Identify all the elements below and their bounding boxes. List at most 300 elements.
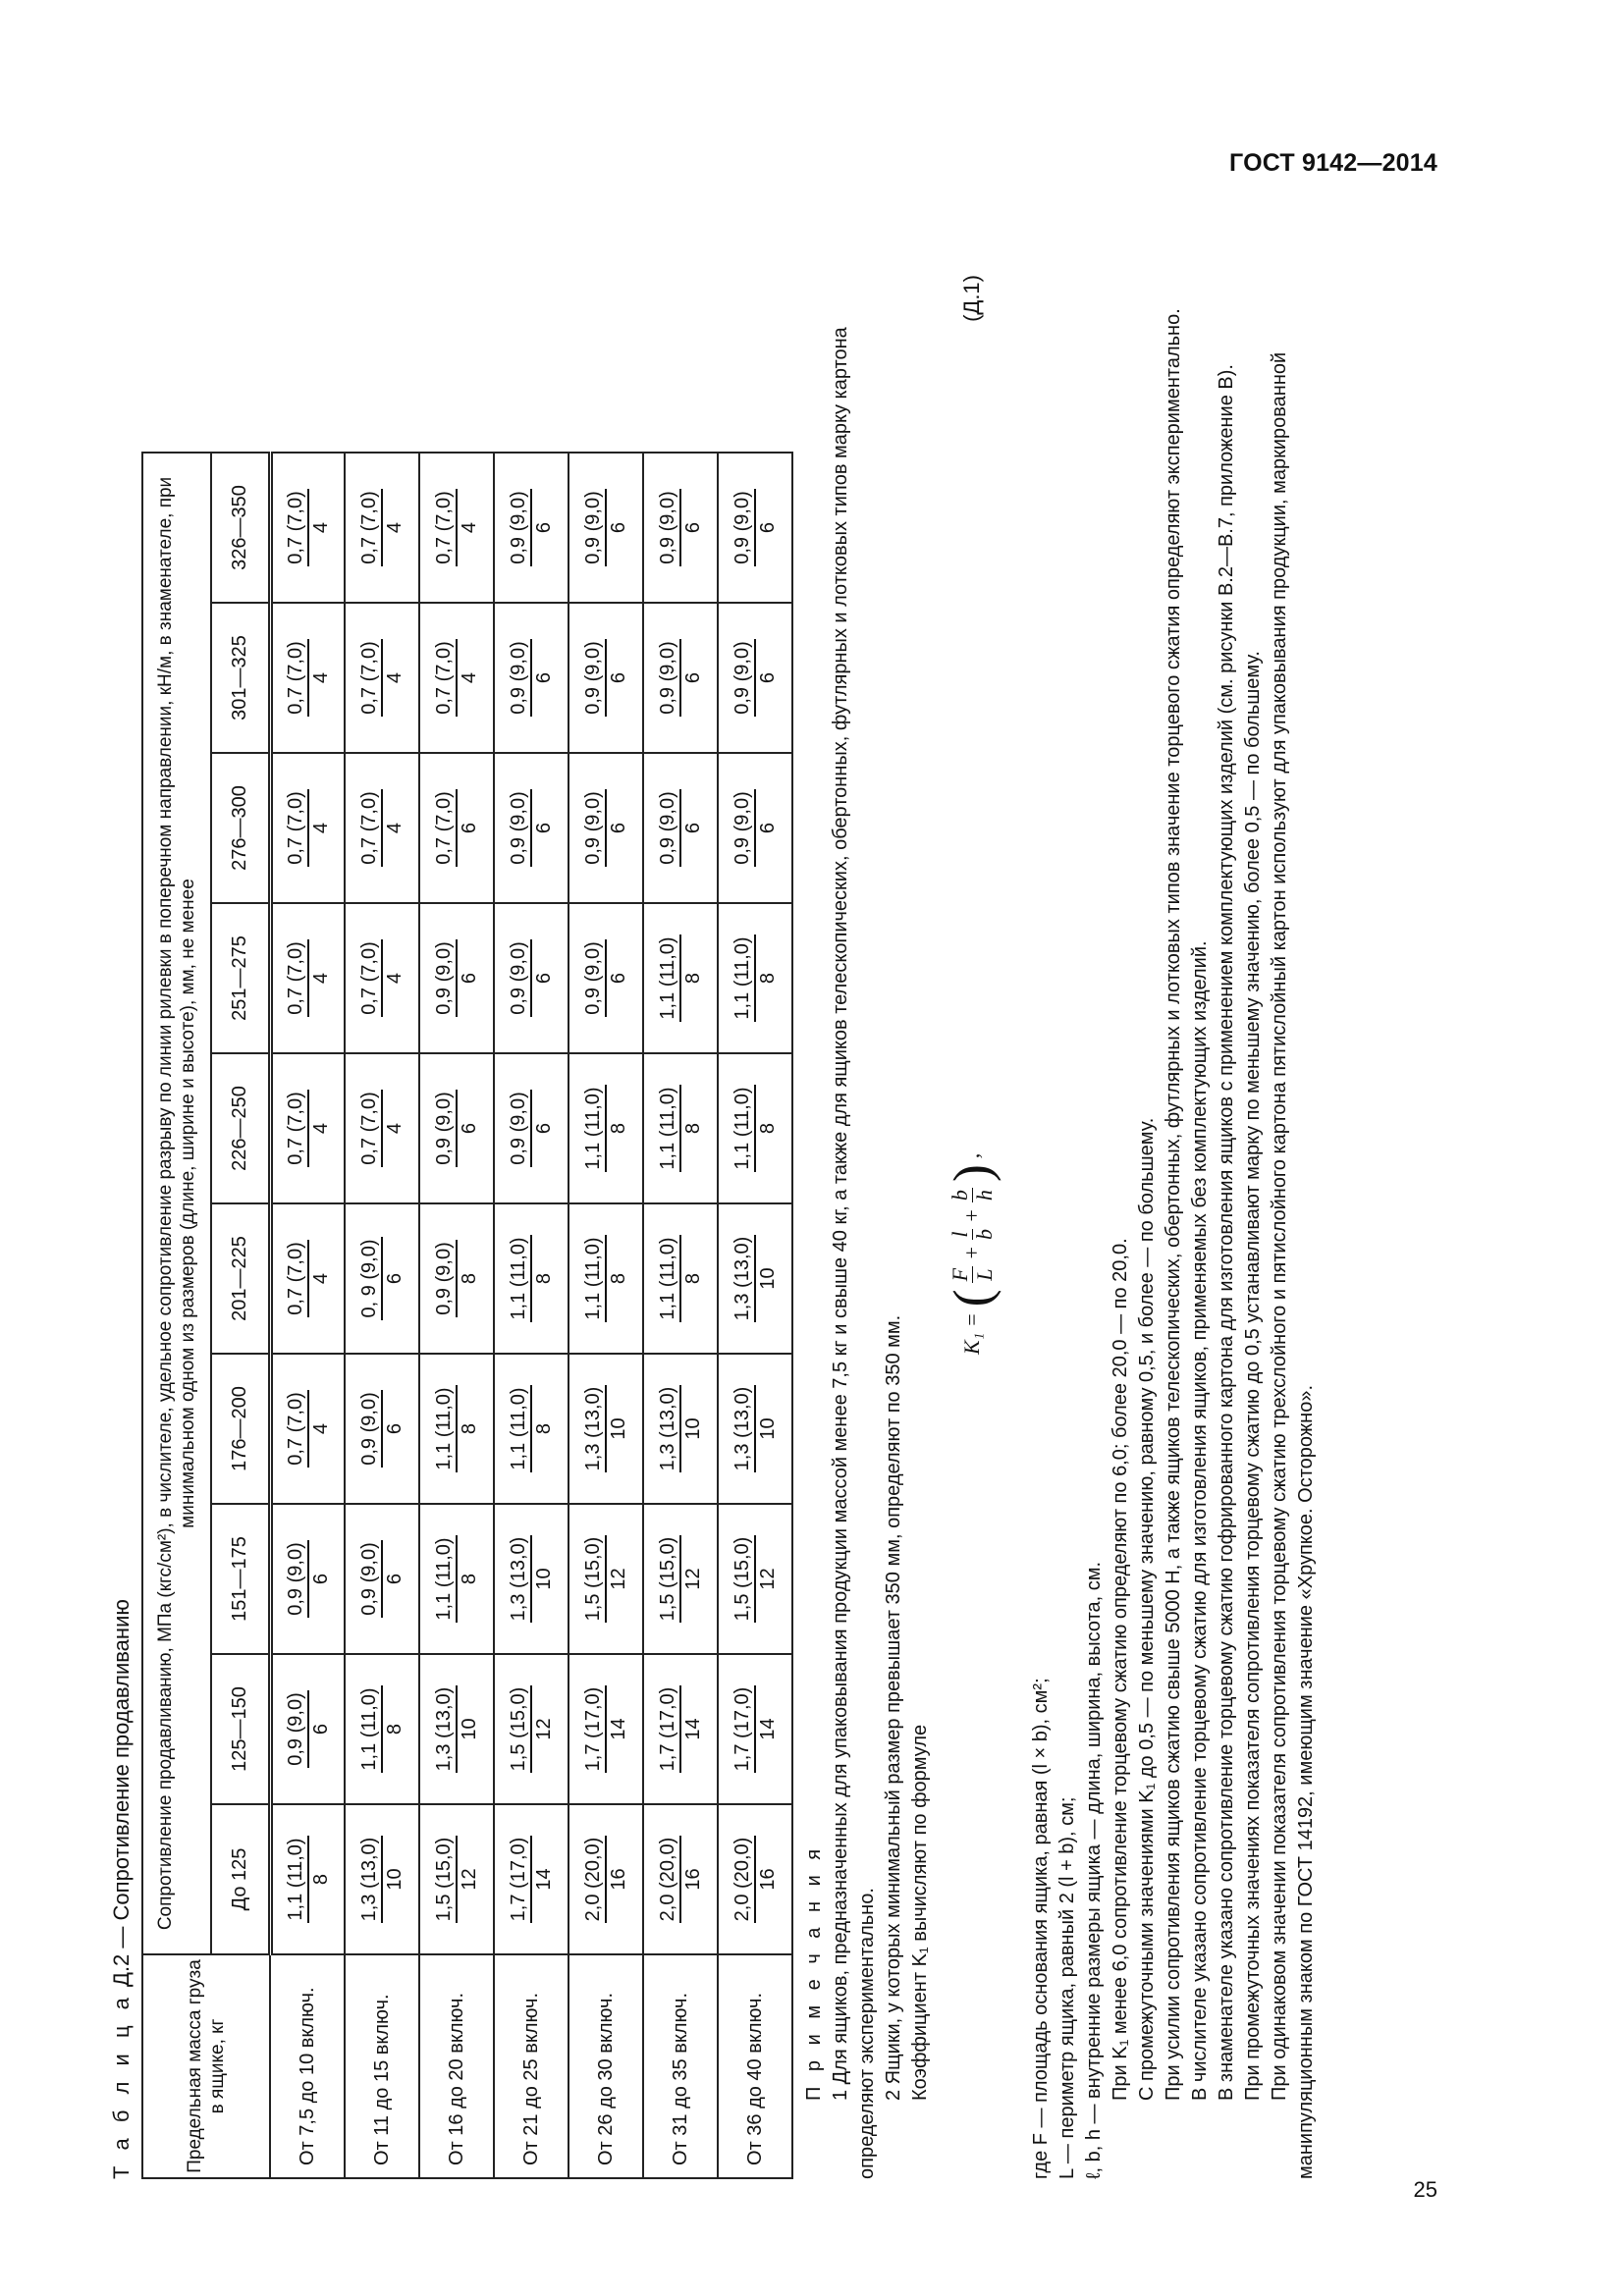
value-denominator: 4 <box>384 521 406 534</box>
value-numerator: 1,1 (11,0) <box>657 1235 681 1321</box>
value-fraction <box>285 1836 332 1922</box>
value-denominator: 12 <box>757 1568 779 1590</box>
value-cell <box>494 903 568 1053</box>
value-cell <box>643 903 718 1053</box>
value-numerator: 0,7 (7,0) <box>285 1240 309 1316</box>
value-cell <box>643 1504 718 1654</box>
value-numerator: 0,9 (9,0) <box>731 489 756 565</box>
value-cell <box>718 1203 792 1354</box>
definition-line: В знаменателе указано сопротивление торцевому сжатию гофрированного картона для изготовления ящиков с применением комплектующих изделий (см. рисунки В.2—В.7, приложение В). <box>1216 364 1237 2101</box>
value-fraction <box>358 1836 406 1924</box>
mass-cell: От 36 до 40 включ. <box>718 1954 792 2178</box>
value-fraction <box>358 489 406 565</box>
value-denominator: 14 <box>533 1868 555 1891</box>
definition-line: С промежуточными значениями K₁ до 0,5 — по меньшему значению, равному 0,5, и более — по большему. <box>1136 1117 1158 2101</box>
value-cell <box>419 753 494 903</box>
table-row <box>270 453 345 2178</box>
value-fraction <box>582 489 629 565</box>
value-denominator: 16 <box>682 1868 704 1891</box>
mass-cell: От 31 до 35 включ. <box>643 1954 718 2178</box>
value-numerator: 0,9 (9,0) <box>657 639 681 716</box>
value-numerator: 1,3 (13,0) <box>582 1385 607 1473</box>
value-fraction <box>508 1235 555 1321</box>
value-numerator: 0,9 (9,0) <box>731 639 756 716</box>
value-numerator: 1,3 (13,0) <box>731 1385 756 1473</box>
value-cell <box>345 753 419 903</box>
value-denominator: 6 <box>533 671 555 684</box>
value-numerator: 0,7 (7,0) <box>285 1090 309 1166</box>
value-numerator: 0,9 (9,0) <box>358 1540 383 1617</box>
value-denominator: 4 <box>309 1422 332 1435</box>
value-fraction <box>508 939 555 1016</box>
rotated-content <box>108 236 1424 2218</box>
value-cell <box>494 603 568 753</box>
value-denominator: 16 <box>757 1868 779 1891</box>
value-denominator: 6 <box>533 1122 555 1135</box>
value-denominator: 6 <box>682 671 704 684</box>
value-cell <box>494 1203 568 1354</box>
value-denominator: 6 <box>608 972 629 985</box>
value-denominator: 4 <box>384 671 406 684</box>
table-caption <box>108 236 141 2218</box>
value-cell <box>345 1804 419 1954</box>
table-row <box>494 453 568 2178</box>
value-cell <box>345 1354 419 1504</box>
value-numerator: 1,1 (11,0) <box>508 1235 532 1321</box>
value-numerator: 1,3 (13,0) <box>433 1685 458 1774</box>
value-denominator: 10 <box>533 1568 555 1590</box>
formula-plus-2: + <box>959 1208 984 1224</box>
resistance-table <box>141 452 793 2179</box>
value-fraction <box>285 939 332 1016</box>
definitions-block <box>1028 255 1320 2179</box>
value-numerator: 0,9 (9,0) <box>657 489 681 565</box>
value-numerator: 0,9 (9,0) <box>508 489 532 565</box>
value-fraction <box>582 1235 629 1321</box>
value-fraction <box>508 489 555 565</box>
value-fraction <box>731 789 779 866</box>
value-numerator: 1,1 (11,0) <box>508 1385 532 1471</box>
value-cell <box>270 1804 345 1954</box>
value-cell <box>419 1804 494 1954</box>
value-denominator: 6 <box>309 1573 332 1585</box>
value-numerator: 1,1 (11,0) <box>657 1085 681 1171</box>
value-fraction <box>358 789 406 866</box>
value-fraction <box>731 1685 779 1774</box>
value-cell <box>419 1203 494 1354</box>
value-numerator: 0,7 (7,0) <box>285 639 309 716</box>
standard-header: ГОСТ 9142—2014 <box>1229 149 1437 177</box>
header-range-2: 151—175 <box>211 1504 270 1654</box>
value-numerator: 0,7 (7,0) <box>433 489 458 565</box>
value-fraction <box>731 1385 779 1473</box>
value-cell <box>718 1354 792 1504</box>
value-fraction <box>285 489 332 565</box>
value-denominator: 12 <box>682 1568 704 1590</box>
value-cell <box>718 903 792 1053</box>
value-cell <box>568 903 643 1053</box>
value-denominator: 6 <box>459 1122 480 1135</box>
notes-title: П р и м е ч а н и я <box>803 1843 825 2101</box>
mass-cell: От 16 до 20 включ. <box>419 1954 494 2178</box>
value-denominator: 12 <box>608 1568 629 1590</box>
value-numerator: 0,9 (9,0) <box>508 639 532 716</box>
value-cell <box>568 603 643 753</box>
value-cell <box>568 1804 643 1954</box>
value-numerator: 1,7 (17,0) <box>508 1836 532 1924</box>
value-denominator: 4 <box>384 972 406 985</box>
value-denominator: 8 <box>459 1573 480 1585</box>
value-denominator: 6 <box>757 671 779 684</box>
value-cell <box>270 603 345 753</box>
header-range-6: 251—275 <box>211 903 270 1053</box>
formula-close-paren: ) <box>943 1164 1001 1183</box>
value-numerator: 1,1 (11,0) <box>358 1685 383 1772</box>
notes-block <box>801 255 934 2179</box>
value-numerator: 2,0 (20,0) <box>657 1836 681 1924</box>
value-denominator: 4 <box>309 1272 332 1285</box>
definition-line: При одинаковом значении показателя сопротивления торцевому сжатию трехслойного и пятислойного картона пятислойный картон используют для упаковывания продукции, маркированной манипуляционным знаком по ГОСТ 14192, имеющим значение «Хрупкое. Осторожно». <box>1269 351 1317 2179</box>
value-fraction <box>433 1385 480 1471</box>
value-numerator: 0,9 (9,0) <box>433 939 458 1016</box>
value-fraction <box>285 1540 332 1617</box>
definition-line: ℓ, b, h — внутренние размеры ящика — длина, ширина, высота, см. <box>1083 1561 1105 2179</box>
value-cell <box>419 1504 494 1654</box>
value-cell <box>643 753 718 903</box>
value-denominator: 4 <box>309 1122 332 1135</box>
definition-line: L — периметр ящика, равный 2 (l + b), см; <box>1056 1796 1078 2179</box>
value-numerator: 1,7 (17,0) <box>657 1685 681 1774</box>
definition-line: При промежуточных значениях показателя сопротивления торцевому сжатию до 0,5 устанавливают марку по меньшему значению, более 0,5 — по большему. <box>1242 651 1264 2101</box>
value-fraction <box>433 489 480 565</box>
value-fraction <box>731 934 779 1021</box>
value-numerator: 0,9 (9,0) <box>433 1090 458 1166</box>
value-numerator: 0,7 (7,0) <box>358 489 383 565</box>
value-fraction <box>358 1237 406 1319</box>
value-denominator: 4 <box>384 822 406 834</box>
formula-term-2-den: b <box>971 1229 997 1241</box>
value-numerator: 1,1 (11,0) <box>657 934 681 1021</box>
value-fraction <box>657 489 704 565</box>
formula-term-2-num: l <box>947 1231 972 1238</box>
value-numerator: 1,1 (11,0) <box>433 1535 458 1622</box>
value-fraction <box>582 1085 629 1171</box>
formula-lhs: K₁ = <box>959 1312 984 1355</box>
value-fraction <box>508 639 555 716</box>
value-cell <box>718 453 792 603</box>
value-denominator: 8 <box>459 1272 480 1285</box>
value-cell <box>643 1354 718 1504</box>
value-denominator: 10 <box>757 1267 779 1290</box>
value-cell <box>643 1654 718 1804</box>
value-numerator: 2,0 (20,0) <box>731 1836 756 1924</box>
table-caption-prefix: Т а б л и ц а <box>109 1993 134 2179</box>
value-denominator: 16 <box>608 1868 629 1891</box>
header-range-8: 301—325 <box>211 603 270 753</box>
value-denominator: 8 <box>757 1122 779 1135</box>
value-denominator: 10 <box>682 1417 704 1440</box>
value-denominator: 6 <box>757 521 779 534</box>
value-numerator: 0,9 (9,0) <box>508 789 532 866</box>
value-cell <box>345 453 419 603</box>
value-fraction <box>657 639 704 716</box>
note-1: 1 Для ящиков, предназначенных для упаковывания продукции массой менее 7,5 кг и свыше 40 кг, а также для ящиков телескопических, обертонных, футлярных и лотковых типов марку картона определяют экспериментально. <box>830 327 878 2179</box>
value-denominator: 14 <box>608 1718 629 1740</box>
mass-cell: От 26 до 30 включ. <box>568 1954 643 2178</box>
value-denominator: 6 <box>309 1723 332 1735</box>
value-cell <box>419 1053 494 1203</box>
coefficient-text: Коэффициент K₁ вычисляют по формуле <box>909 1724 931 2101</box>
formula-term-1-den: L <box>971 1268 997 1281</box>
value-numerator: 0,9 (9,0) <box>657 789 681 866</box>
value-denominator: 14 <box>757 1718 779 1740</box>
value-fraction <box>358 1090 406 1166</box>
value-cell <box>643 1053 718 1203</box>
value-fraction <box>285 1390 332 1467</box>
value-cell <box>345 1203 419 1354</box>
value-denominator: 8 <box>533 1272 555 1285</box>
value-fraction <box>285 1690 332 1767</box>
value-numerator: 0, 9 (9,0) <box>358 1237 383 1319</box>
table-row <box>568 453 643 2178</box>
value-cell <box>643 1804 718 1954</box>
value-cell <box>494 1804 568 1954</box>
value-denominator: 4 <box>459 671 480 684</box>
value-fraction <box>657 1235 704 1321</box>
value-fraction <box>358 1390 406 1467</box>
value-fraction <box>358 1685 406 1772</box>
value-fraction <box>582 789 629 866</box>
value-fraction <box>433 1836 480 1924</box>
value-denominator: 6 <box>608 521 629 534</box>
value-fraction <box>657 1385 704 1473</box>
value-denominator: 8 <box>682 972 704 985</box>
value-fraction <box>508 1535 555 1624</box>
value-cell <box>568 1654 643 1804</box>
value-numerator: 1,1 (11,0) <box>433 1385 458 1471</box>
value-numerator: 0,9 (9,0) <box>582 789 607 866</box>
value-numerator: 1,1 (11,0) <box>731 1085 756 1171</box>
formula-term-2 <box>948 1229 997 1240</box>
value-numerator: 2,0 (20,0) <box>582 1836 607 1924</box>
value-fraction <box>657 1836 704 1924</box>
value-cell <box>494 1654 568 1804</box>
value-fraction <box>582 1535 629 1624</box>
value-cell <box>643 603 718 753</box>
value-cell <box>270 453 345 603</box>
value-denominator: 6 <box>682 822 704 834</box>
value-fraction <box>433 1090 480 1166</box>
header-range-3: 176—200 <box>211 1354 270 1504</box>
value-numerator: 0,9 (9,0) <box>582 639 607 716</box>
formula-comma: , <box>959 1152 984 1159</box>
table-row <box>419 453 494 2178</box>
header-range-7: 276—300 <box>211 753 270 903</box>
value-fraction <box>433 789 480 866</box>
value-fraction <box>657 1685 704 1774</box>
value-cell <box>568 1053 643 1203</box>
header-range-1: 125—150 <box>211 1654 270 1804</box>
value-denominator: 10 <box>757 1417 779 1440</box>
value-denominator: 8 <box>682 1272 704 1285</box>
value-numerator: 0,7 (7,0) <box>358 1090 383 1166</box>
definition-line: где F — площадь основания ящика, равная (l × b), см²; <box>1030 1678 1052 2179</box>
value-fraction <box>358 1540 406 1617</box>
value-numerator: 0,9 (9,0) <box>433 1240 458 1316</box>
value-cell <box>270 1053 345 1203</box>
mass-cell: От 11 до 15 включ. <box>345 1954 419 2178</box>
value-cell <box>494 1504 568 1654</box>
value-fraction <box>657 1535 704 1624</box>
value-numerator: 0,7 (7,0) <box>285 789 309 866</box>
value-numerator: 1,5 (15,0) <box>582 1535 607 1624</box>
header-ranges <box>211 453 270 2178</box>
value-numerator: 0,9 (9,0) <box>731 789 756 866</box>
page-number: 25 <box>1413 2177 1437 2202</box>
value-numerator: 1,3 (13,0) <box>508 1535 532 1624</box>
formula-term-3-den: h <box>971 1190 997 1201</box>
value-denominator: 8 <box>309 1873 332 1886</box>
value-fraction <box>731 639 779 716</box>
value-numerator: 0,7 (7,0) <box>433 639 458 716</box>
value-denominator: 10 <box>608 1417 629 1440</box>
formula-term-1-num: F <box>947 1267 972 1282</box>
value-fraction <box>358 939 406 1016</box>
header-range-9: 326—350 <box>211 453 270 603</box>
value-denominator: 6 <box>384 1272 406 1285</box>
value-numerator: 1,5 (15,0) <box>508 1685 532 1774</box>
value-denominator: 6 <box>384 1573 406 1585</box>
value-cell <box>568 1354 643 1504</box>
header-range-0: До 125 <box>211 1804 270 1954</box>
table-row <box>345 453 419 2178</box>
value-numerator: 0,7 (7,0) <box>433 789 458 866</box>
value-fraction <box>731 1085 779 1171</box>
value-cell <box>568 753 643 903</box>
value-cell <box>270 903 345 1053</box>
value-numerator: 0,9 (9,0) <box>508 1090 532 1166</box>
value-cell <box>270 1203 345 1354</box>
value-denominator: 6 <box>608 671 629 684</box>
value-cell <box>345 1504 419 1654</box>
value-fraction <box>582 1385 629 1473</box>
table-caption-number: Д.2 <box>109 1953 134 1987</box>
value-denominator: 6 <box>459 972 480 985</box>
value-denominator: 4 <box>309 671 332 684</box>
table-body <box>270 453 792 2178</box>
value-denominator: 14 <box>682 1718 704 1740</box>
header-mass: Предельная масса груза в ящике, кг <box>142 1954 270 2178</box>
value-denominator: 12 <box>459 1868 480 1891</box>
value-denominator: 6 <box>384 1422 406 1435</box>
value-cell <box>494 1354 568 1504</box>
formula-d1 <box>934 255 1028 2179</box>
value-numerator: 0,9 (9,0) <box>358 1390 383 1467</box>
value-numerator: 1,5 (15,0) <box>657 1535 681 1624</box>
value-cell <box>568 453 643 603</box>
value-fraction <box>285 639 332 716</box>
value-cell <box>270 1654 345 1804</box>
mass-cell: От 21 до 25 включ. <box>494 1954 568 2178</box>
value-cell <box>568 1504 643 1654</box>
value-cell <box>718 603 792 753</box>
value-fraction <box>582 1685 629 1774</box>
value-fraction <box>657 934 704 1021</box>
value-fraction <box>285 1240 332 1316</box>
value-fraction <box>508 1685 555 1774</box>
value-denominator: 8 <box>384 1723 406 1735</box>
value-numerator: 0,7 (7,0) <box>358 789 383 866</box>
value-numerator: 1,5 (15,0) <box>731 1535 756 1624</box>
value-denominator: 12 <box>533 1718 555 1740</box>
value-denominator: 8 <box>608 1272 629 1285</box>
value-fraction <box>285 1090 332 1166</box>
value-fraction <box>508 1090 555 1166</box>
note-2: 2 Ящики, у которых минимальный размер превышает 350 мм, определяют по 350 мм. <box>883 1314 904 2101</box>
value-numerator: 0,7 (7,0) <box>358 639 383 716</box>
formula-term-1 <box>948 1266 997 1283</box>
value-denominator: 4 <box>459 521 480 534</box>
value-numerator: 0,7 (7,0) <box>285 939 309 1016</box>
value-cell <box>419 903 494 1053</box>
value-cell <box>270 1504 345 1654</box>
value-numerator: 1,1 (11,0) <box>731 934 756 1021</box>
value-denominator: 10 <box>384 1868 406 1891</box>
value-fraction <box>731 1836 779 1924</box>
value-fraction <box>582 939 629 1016</box>
mass-cell: От 7,5 до 10 включ. <box>270 1954 345 2178</box>
value-fraction <box>508 1836 555 1924</box>
value-cell <box>494 453 568 603</box>
value-fraction <box>731 1235 779 1323</box>
value-numerator: 0,9 (9,0) <box>582 489 607 565</box>
value-denominator: 4 <box>309 822 332 834</box>
table-caption-text: — Сопротивление продавливанию <box>109 1599 134 1949</box>
value-numerator: 1,3 (13,0) <box>358 1836 383 1924</box>
value-numerator: 1,3 (13,0) <box>657 1385 681 1473</box>
value-fraction <box>731 489 779 565</box>
value-denominator: 6 <box>459 822 480 834</box>
value-denominator: 4 <box>384 1122 406 1135</box>
value-cell <box>345 1053 419 1203</box>
value-denominator: 6 <box>533 822 555 834</box>
value-cell <box>718 1504 792 1654</box>
value-denominator: 8 <box>459 1422 480 1435</box>
value-fraction <box>582 639 629 716</box>
value-numerator: 1,1 (11,0) <box>582 1085 607 1171</box>
value-numerator: 0,7 (7,0) <box>285 489 309 565</box>
value-numerator: 0,9 (9,0) <box>508 939 532 1016</box>
value-numerator: 0,7 (7,0) <box>285 1390 309 1467</box>
value-numerator: 0,9 (9,0) <box>582 939 607 1016</box>
value-cell <box>494 1053 568 1203</box>
definition-line: При усилии сопротивления ящиков сжатию свыше 5000 Н, а также ящиков телескопических, обертонных, футлярных и лотковых типов значение торцевого сжатия определяют экспериментально. <box>1163 308 1184 2101</box>
header-main: Сопротивление продавливанию, МПа (кгс/см²), в числителе, удельное сопротивление разрыву по линии рилевки в поперечном направлении, кН/м, в знаменателе, при минимальном одном из размеров (длине, ширине и высоте), мм, не менее <box>142 453 211 1954</box>
value-cell <box>568 1203 643 1354</box>
value-cell <box>345 603 419 753</box>
value-numerator: 1,7 (17,0) <box>582 1685 607 1774</box>
value-denominator: 8 <box>533 1422 555 1435</box>
value-cell <box>419 1354 494 1504</box>
value-numerator: 1,5 (15,0) <box>433 1836 458 1924</box>
value-denominator: 8 <box>757 972 779 985</box>
value-denominator: 6 <box>608 822 629 834</box>
value-denominator: 4 <box>309 521 332 534</box>
value-fraction <box>582 1836 629 1924</box>
value-numerator: 1,1 (11,0) <box>582 1235 607 1321</box>
table-row <box>718 453 792 2178</box>
formula-term-3 <box>948 1188 997 1202</box>
